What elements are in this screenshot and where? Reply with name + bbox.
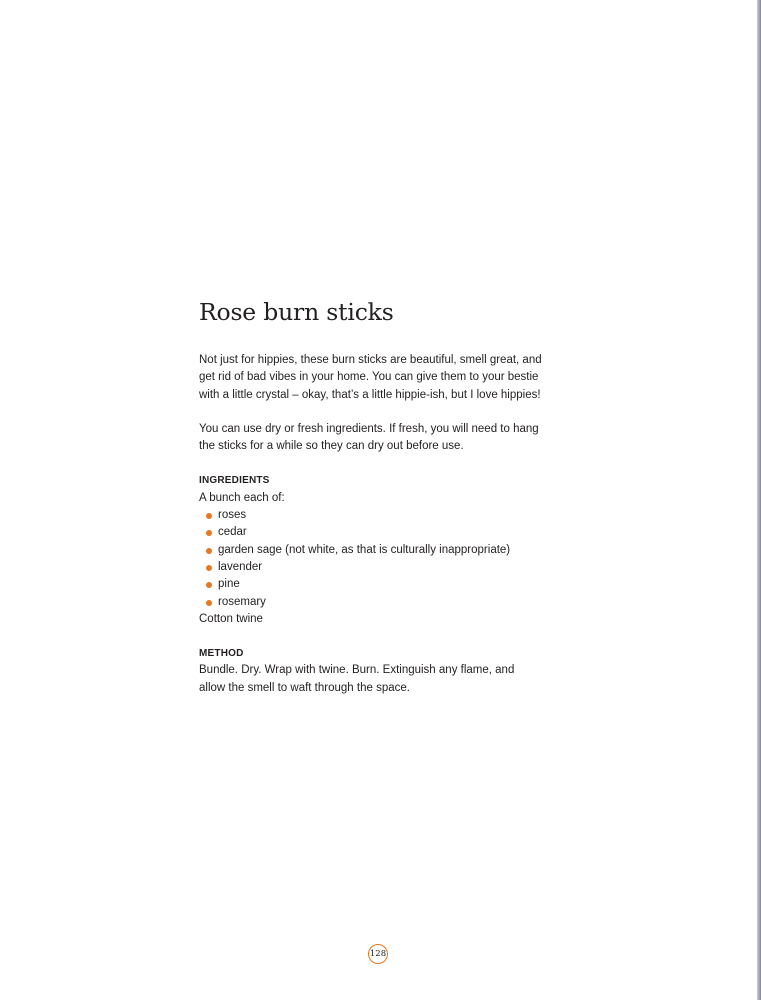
bullet-icon bbox=[206, 513, 212, 519]
intro-line: with a little crystal – okay, that’s a little hippie-ish, but I love hippies! bbox=[199, 388, 541, 401]
list-item bbox=[199, 594, 569, 611]
ingredient-text: pine bbox=[218, 578, 240, 591]
ingredient-text: cedar bbox=[218, 526, 247, 539]
bullet-icon bbox=[206, 565, 212, 571]
ingredients-heading: INGREDIENTS bbox=[199, 475, 270, 487]
bullet-icon bbox=[206, 548, 212, 554]
ingredient-text: lavender bbox=[218, 560, 263, 573]
ingredient-text: roses bbox=[218, 509, 247, 522]
bullet-icon bbox=[206, 582, 212, 588]
bullet-icon bbox=[206, 600, 212, 606]
page-title: Rose burn sticks bbox=[199, 298, 394, 326]
list-item bbox=[199, 507, 569, 524]
intro-line: Not just for hippies, these burn sticks are beautiful, smell great, and bbox=[199, 354, 542, 366]
list-item bbox=[199, 559, 569, 576]
bullet-icon bbox=[206, 530, 212, 536]
page-number: 128 bbox=[368, 944, 388, 964]
ingredient-text: rosemary bbox=[218, 595, 266, 608]
note-line: the sticks for a while so they can dry out before use. bbox=[199, 440, 464, 453]
list-item bbox=[199, 524, 569, 541]
ingredients-lead: A bunch each of: bbox=[199, 491, 285, 504]
ingredients-extra: Cotton twine bbox=[199, 612, 263, 625]
list-item bbox=[199, 576, 569, 593]
method-heading: METHOD bbox=[199, 648, 244, 660]
method-line: allow the smell to waft through the space. bbox=[199, 681, 410, 694]
method-line: Bundle. Dry. Wrap with twine. Burn. Extinguish any flame, and bbox=[199, 664, 515, 677]
intro-paragraph bbox=[199, 352, 569, 404]
recipe-content bbox=[199, 296, 569, 697]
ingredients-list bbox=[199, 507, 569, 611]
note-line: You can use dry or fresh ingredients. If fresh, you will need to hang bbox=[199, 422, 539, 435]
note-paragraph bbox=[199, 421, 569, 456]
list-item bbox=[199, 542, 569, 559]
page-edge-shadow bbox=[757, 0, 761, 1000]
intro-line: get rid of bad vibes in your home. You can give them to your bestie bbox=[199, 371, 539, 384]
method-paragraph bbox=[199, 662, 569, 697]
ingredient-text: garden sage (not white, as that is culturally inappropriate) bbox=[218, 543, 511, 556]
